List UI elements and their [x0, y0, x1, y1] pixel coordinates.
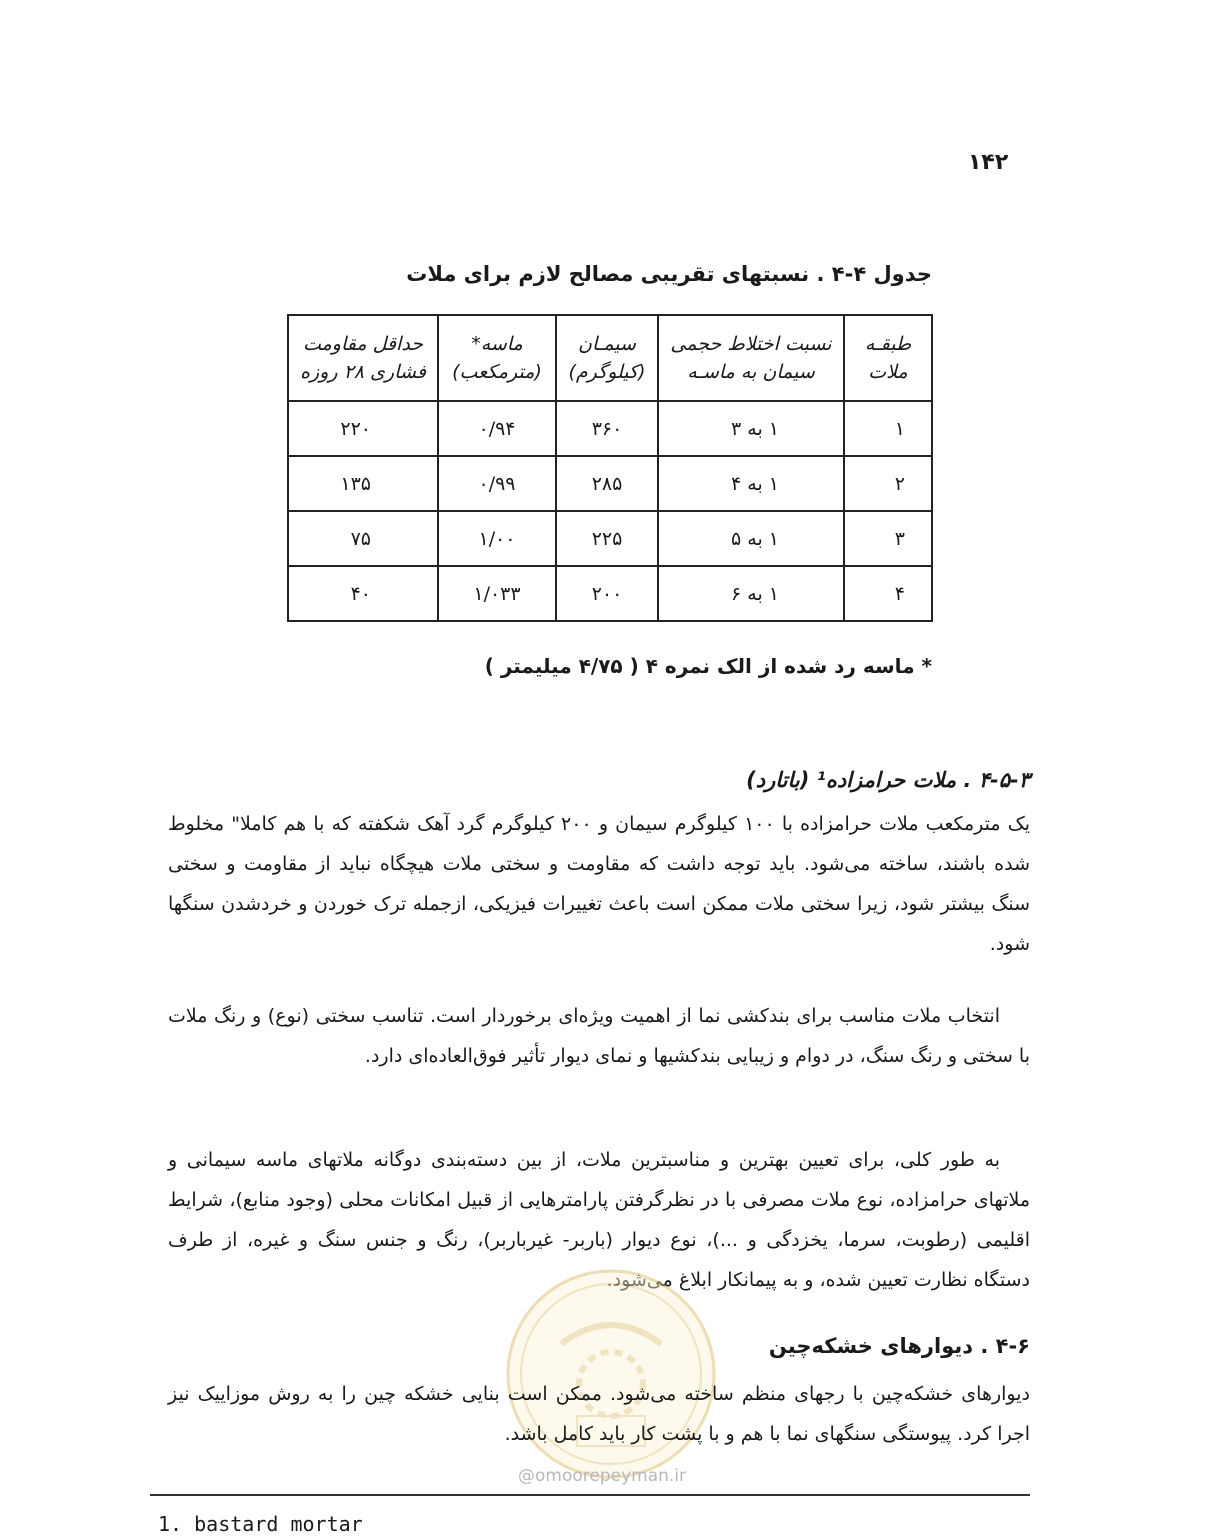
cell-strength: ۱۳۵	[288, 456, 438, 511]
cell-class: ۱	[844, 401, 932, 456]
cell-class: ۲	[844, 456, 932, 511]
table-footnote: * ماسه رد شده از الک نمره ۴ ( ۴/۷۵ میلیمتر )	[484, 654, 932, 678]
paragraph: انتخاب ملات مناسب برای بندکشی نما از اهمیت ویژه‌ای برخوردار است. تناسب سختی (نوع) و رنگ ملات با سختی و رنگ سنگ، در دوام و زیبایی بندکشیها و نمای دیوار تأثیر فوق‌العاده‌ای دارد.	[168, 1005, 1030, 1067]
paragraph: یک مترمکعب ملات حرامزاده با ۱۰۰ کیلوگرم سیمان و ۲۰۰ کیلوگرم گرد آهک شکفته که با هم کاملا" مخلوط شده باشند، ساخته می‌شود. باید توجه داشت که مقاومت و سختی ملات هیچگاه نباید از مقاومت و سختی سنگ بیشتر شود، زیرا سختی ملات ممکن است باعث تغییرات فیزیکی، ازجمله ترک خوردن و خردشدن سنگها شود.	[168, 813, 1031, 955]
section-heading-bastard-mortar: ۴-۵-۳ . ملات حرامزاده¹ (باتارد)	[746, 768, 1030, 792]
table-row	[288, 456, 932, 511]
header-mortar-class: طبقـه ملات	[844, 315, 932, 401]
header-sand: ماسه* (مترمکعب)	[438, 315, 556, 401]
cell-sand: ۰/۹۴	[438, 401, 556, 456]
page-number: ۱۴۲	[968, 150, 1009, 175]
footnote-divider	[150, 1494, 1030, 1496]
table-header-row	[288, 315, 932, 401]
header-compressive-strength: حداقل مقاومت فشاری ۲۸ روزه	[288, 315, 438, 401]
header-cement: سیمـان (کیلوگرم)	[556, 315, 658, 401]
paragraph: دیوارهای خشکه‌چین با رجهای منظم ساخته می‌شود. ممکن است بنایی خشکه چین را به روش موزاییک نیز اجرا کرد. پیوستگی سنگهای نما با هم و با پشت کار باید کامل باشد.	[168, 1383, 1030, 1445]
table-row	[288, 566, 932, 621]
cell-strength: ۴۰	[288, 566, 438, 621]
cell-sand: ۱/۰۳۳	[438, 566, 556, 621]
table-row	[288, 401, 932, 456]
cell-class: ۳	[844, 511, 932, 566]
cell-cement: ۲۸۵	[556, 456, 658, 511]
watermark: @omoorepeyman.ir	[518, 1466, 687, 1486]
cell-ratio: ۱ به ۶	[658, 566, 844, 621]
cell-cement: ۳۶۰	[556, 401, 658, 456]
cell-strength: ۷۵	[288, 511, 438, 566]
table-caption: جدول ۴-۴ . نسبتهای تقریبی مصالح لازم برای ملات	[406, 262, 932, 286]
cell-ratio: ۱ به ۴	[658, 456, 844, 511]
cell-cement: ۲۰۰	[556, 566, 658, 621]
table-row	[288, 511, 932, 566]
cell-ratio: ۱ به ۳	[658, 401, 844, 456]
cell-class: ۴	[844, 566, 932, 621]
header-mix-ratio: نسبت اختلاط حجمی سیمان به ماسـه	[658, 315, 844, 401]
mortar-mix-table	[287, 314, 933, 622]
cell-strength: ۲۲۰	[288, 401, 438, 456]
cell-sand: ۱/۰۰	[438, 511, 556, 566]
paragraph: به طور کلی، برای تعیین بهترین و مناسبترین ملات، از بین دسته‌بندی دوگانه ملاتهای ماسه سیمانی و ملاتهای حرامزاده، نوع ملات مصرفی با در نظرگرفتن پارامترهایی از قبیل امکانات محلی (وجود منابع)، شرایط اقلیمی (رطوبت، سرما، یخزدگی و ...)، نوع دیوار (باربر- غیرباربر)، رنگ و جنس سنگ و غیره، از طرف دستگاه نظارت تعیین شده، و به پیمانکار ابلاغ می‌شود.	[168, 1149, 1030, 1291]
cell-sand: ۰/۹۹	[438, 456, 556, 511]
section-heading-dry-stone-walls: ۴-۶ . دیوارهای خشکه‌چین	[768, 1334, 1030, 1358]
page-footnote: 1. bastard mortar	[158, 1512, 363, 1536]
cell-cement: ۲۲۵	[556, 511, 658, 566]
cell-ratio: ۱ به ۵	[658, 511, 844, 566]
